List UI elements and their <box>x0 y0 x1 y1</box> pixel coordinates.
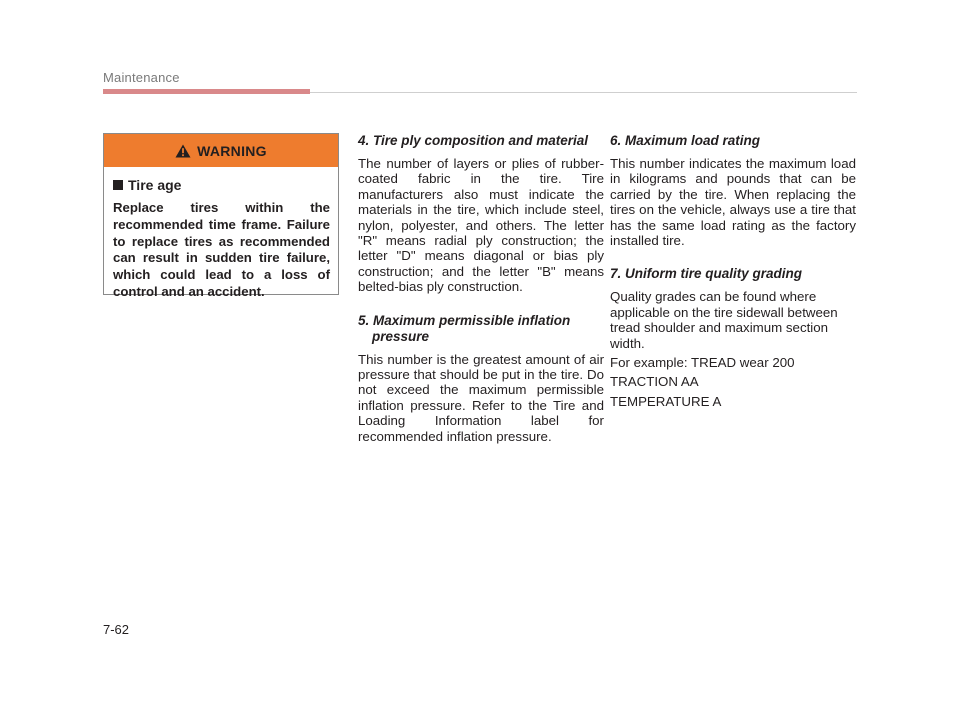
page-number: 7-62 <box>103 622 130 637</box>
section-title: Maintenance <box>103 70 180 85</box>
example-traction: TRACTION AA <box>610 374 699 390</box>
heading-ply-composition: 4. Tire ply composition and material <box>358 133 589 148</box>
header-accent-bar <box>103 89 310 94</box>
warning-title: WARNING <box>197 142 267 159</box>
heading-inflation-pressure: 5. Maximum permissible inflation pressure <box>358 312 571 344</box>
paragraph-quality-grading: Quality grades can be found where applicable on the tire sidewall between tread shoulder and maximum section width. <box>610 289 838 351</box>
column-middle <box>358 133 604 462</box>
warning-body <box>104 167 338 301</box>
paragraph-inflation-pressure: This number is the greatest amount of air pressure that should be put in the tire. Do not exceed the maximum permissible inflation pressure. Refer to the Tire and Loading Information label for recommended inflation pressure. <box>358 351 604 444</box>
warning-text: Replace tires within the recommended time frame. Failure to replace tires as recommended can result in sudden tire failure, which could lead to a loss of control and an accident. <box>113 200 330 299</box>
warning-header <box>104 134 338 167</box>
warning-subheading <box>113 177 330 193</box>
example-temperature: TEMPERATURE A <box>610 393 722 409</box>
heading-quality-grading: 7. Uniform tire quality grading <box>610 266 803 282</box>
warning-triangle-icon <box>175 144 191 158</box>
warning-box <box>103 133 339 299</box>
square-bullet-icon <box>113 180 123 190</box>
column-right <box>610 133 856 413</box>
heading-load-rating: 6. Maximum load rating <box>610 133 761 148</box>
warning-subheading-text: Tire age <box>128 177 182 193</box>
paragraph-load-rating: This number indicates the maximum load in kilograms and pounds that can be carried by the tire. When replacing the tires on the vehicle, always use a tire that has the same load rating as the factory installed tire. <box>610 156 856 249</box>
header-divider <box>310 92 857 93</box>
example-tread-wear: For example: TREAD wear 200 <box>610 355 795 371</box>
paragraph-ply-composition: The number of layers or plies of rubber-coated fabric in the tire. Tire manufacturers also must indicate the materials in the tire, which include steel, nylon, polyester, and others. The letter "R" means radial ply construction; the letter "D" means diagonal or bias ply construction; and the letter "B" means belted-bias ply construction. <box>358 156 604 295</box>
